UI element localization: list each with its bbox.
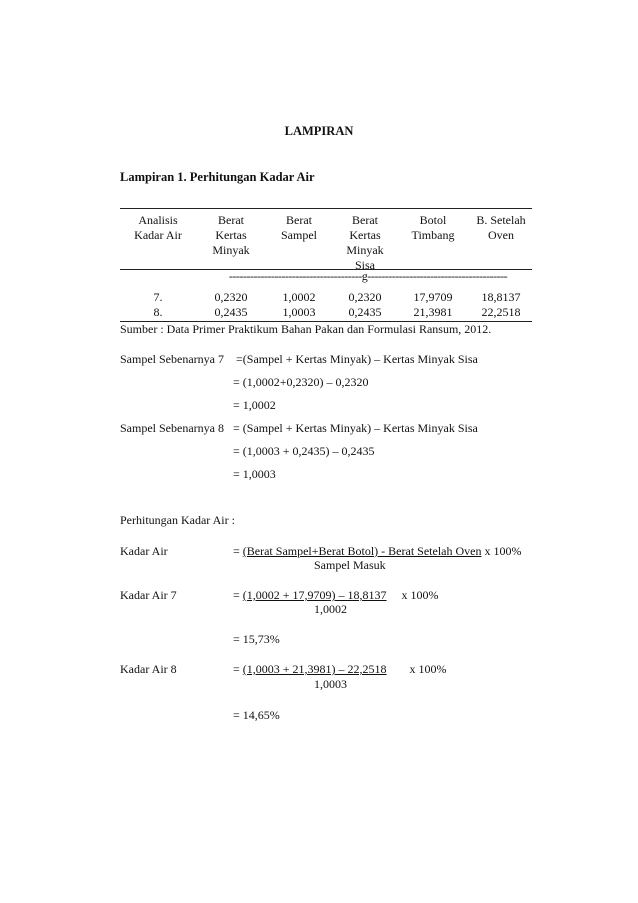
header-berat-sampel: Berat Sampel (281, 213, 317, 242)
header-botol-timbang: Botol Timbang (411, 213, 455, 242)
page-title: LAMPIRAN (284, 124, 354, 138)
ka7-result: = 15,73% (233, 632, 280, 646)
ka7-expression: = (1,0002 + 17,9709) – 18,8137 x 100% (233, 588, 439, 602)
table-cell: 0,2320 (348, 290, 382, 304)
ka8-numerator: (1,0003 + 21,3981) – 22,2518 (242, 662, 387, 676)
unit-row: --------------------------------------g---------------------------------------- (228, 269, 508, 283)
ka8-denominator: 1,0003 (314, 677, 347, 691)
table-cell: 0,2320 (214, 290, 248, 304)
table-source: Sumber : Data Primer Praktikum Bahan Pakan dan Formulasi Ransum, 2012. (120, 322, 492, 336)
ka7-numerator: (1,0002 + 17,9709) – 18,8137 (242, 588, 387, 602)
formula-label: Kadar Air (120, 544, 168, 558)
header-setelah-oven: B. Setelah Oven (476, 213, 526, 242)
table-cell: 0,2435 (214, 305, 248, 319)
ka8-expression: = (1,0003 + 21,3981) – 22,2518 x 100% (233, 662, 447, 676)
table-cell: 1,0002 (282, 290, 316, 304)
sampel8-eq2: = (1,0003 + 0,2435) – 0,2435 (233, 444, 375, 458)
sampel8-eq3: = 1,0003 (233, 467, 276, 481)
ka8-suffix: x 100% (409, 662, 447, 676)
ka8-label: Kadar Air 8 (120, 662, 177, 676)
table-cell: 17,9709 (413, 290, 453, 304)
formula-expression: = (Berat Sampel+Berat Botol) - Berat Setelah Oven x 100% (233, 544, 522, 558)
sampel7-eq2: = (1,0002+0,2320) – 0,2320 (233, 375, 369, 389)
table-cell: 21,3981 (413, 305, 453, 319)
ka8-result: = 14,65% (233, 708, 280, 722)
table-cell: 18,8137 (481, 290, 521, 304)
header-berat-kertas-minyak: Berat Kertas Minyak (212, 213, 250, 257)
ka7-label: Kadar Air 7 (120, 588, 177, 602)
perhitungan-label: Perhitungan Kadar Air : (120, 513, 235, 527)
sampel7-eq3: = 1,0002 (233, 398, 276, 412)
table-cell: 7. (153, 290, 163, 304)
sampel7-eq1: =(Sampel + Kertas Minyak) – Kertas Minyak Sisa (236, 352, 478, 366)
sampel8-label: Sampel Sebenarnya 8 (120, 421, 224, 435)
table-cell: 0,2435 (348, 305, 382, 319)
table-cell: 22,2518 (481, 305, 521, 319)
sampel7-label: Sampel Sebenarnya 7 (120, 352, 224, 366)
ka7-suffix: x 100% (401, 588, 439, 602)
formula-numerator: (Berat Sampel+Berat Botol) - Berat Setelah Oven (242, 544, 482, 558)
formula-suffix: x 100% (484, 544, 522, 558)
table-cell: 8. (153, 305, 163, 319)
ka7-denominator: 1,0002 (314, 602, 347, 616)
table-top-rule (120, 208, 532, 209)
sampel8-eq1: = (Sampel + Kertas Minyak) – Kertas Minyak Sisa (233, 421, 478, 435)
header-analisis: Analisis Kadar Air (134, 213, 182, 242)
header-berat-kertas-minyak-sisa: Berat Kertas Minyak Sisa (346, 213, 384, 272)
formula-denominator: Sampel Masuk (314, 558, 386, 572)
table-cell: 1,0003 (282, 305, 316, 319)
section-subtitle: Lampiran 1. Perhitungan Kadar Air (120, 170, 315, 184)
